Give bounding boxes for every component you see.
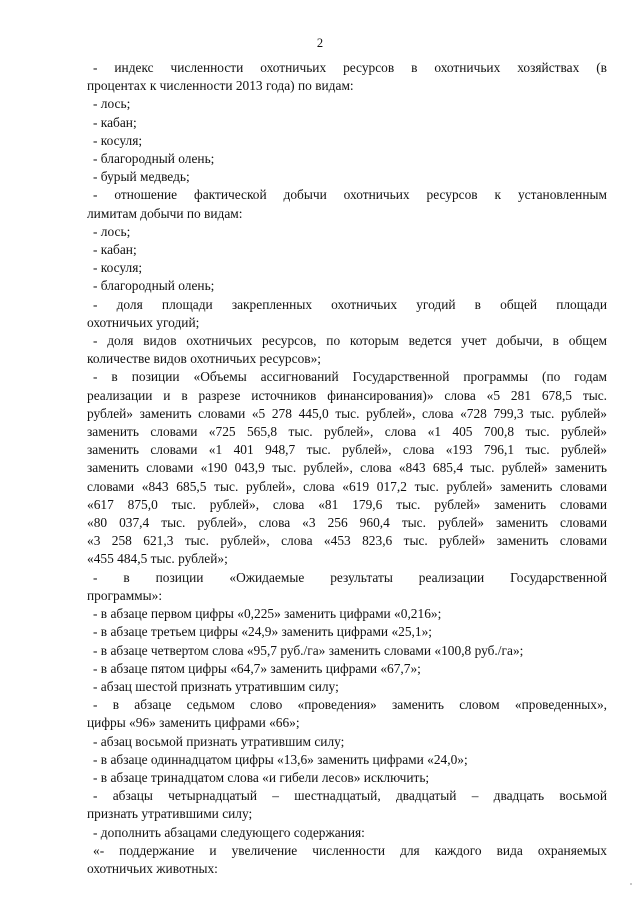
- document-body: [87, 59, 607, 878]
- text-line: - в абзаце седьмом слово «проведения» заменить словом «проведенных»,: [93, 697, 607, 713]
- text-line: словами «843 685,5 тыс. рублей», слова «619 017,2 тыс. рублей» заменить словами: [87, 478, 607, 494]
- text-line: «455 484,5 тыс. рублей»;: [87, 551, 228, 567]
- text-line: признать утратившими силу;: [87, 806, 253, 822]
- text-line: «617 875,0 тыс. рублей», слова «81 179,6 тыс. рублей» заменить словами: [87, 496, 607, 512]
- text-line: - кабан;: [93, 114, 137, 130]
- text-line: - в абзаце одиннадцатом цифры «13,6» заменить цифрами «24,0»;: [93, 751, 468, 767]
- text-line: - бурый медведь;: [93, 169, 190, 185]
- text-line: - отношение фактической добычи охотничьих ресурсов к установленным: [93, 187, 607, 203]
- text-line: «- поддержание и увеличение численности для каждого вида охраняемых: [93, 842, 607, 858]
- text-line: - в позиции «Ожидаемые результаты реализации Государственной: [93, 569, 607, 585]
- text-line: - в абзаце четвертом слова «95,7 руб./га» заменить словами «100,8 руб./га»;: [93, 642, 524, 658]
- text-line: - в абзаце третьем цифры «24,9» заменить цифрами «25,1»;: [93, 624, 432, 640]
- text-line: - косуля;: [93, 132, 143, 148]
- text-line: - кабан;: [93, 242, 137, 258]
- text-line: охотничьих животных:: [87, 860, 218, 876]
- text-line: - доля видов охотничьих ресурсов, по которым ведется учет добычи, в общем: [93, 333, 607, 349]
- text-line: - абзац шестой признать утратившим силу;: [93, 678, 339, 694]
- text-line: - доля площади закрепленных охотничьих угодий в общей площади: [93, 296, 607, 312]
- text-line: - лось;: [93, 223, 131, 239]
- text-line: - в позиции «Объемы ассигнований Государственной программы (по годам: [93, 369, 607, 385]
- text-line: «3 258 621,3 тыс. рублей», слова «453 823,6 тыс. рублей» заменить словами: [87, 533, 607, 549]
- text-line: заменить словами «725 565,8 тыс. рублей», слова «1 405 700,8 тыс. рублей»: [87, 424, 607, 440]
- text-line: заменить словами «1 401 948,7 тыс. рублей», слова «193 796,1 тыс. рублей»: [87, 442, 607, 458]
- text-line: - благородный олень;: [93, 278, 215, 294]
- text-line: - лось;: [93, 96, 131, 112]
- text-line: заменить словами «190 043,9 тыс. рублей», слова «843 685,4 тыс. рублей» заменить: [87, 460, 607, 476]
- text-line: охотничьих угодий;: [87, 314, 200, 330]
- text-line: процентах к численности 2013 года) по видам:: [87, 78, 354, 94]
- text-line: - в абзаце пятом цифры «64,7» заменить цифрами «67,7»;: [93, 660, 421, 676]
- text-line: - абзацы четырнадцатый – шестнадцатый, двадцатый – двадцать восьмой: [93, 788, 607, 804]
- text-line: количестве видов охотничьих ресурсов»;: [87, 351, 322, 367]
- text-line: «80 037,4 тыс. рублей», слова «3 256 960,4 тыс. рублей» заменить словами: [87, 515, 607, 531]
- text-line: реализации и в разрезе источников финансирования)» слова «5 281 678,5 тыс.: [87, 387, 607, 403]
- text-line: - в абзаце первом цифры «0,225» заменить цифрами «0,216»;: [93, 606, 442, 622]
- text-line: - абзац восьмой признать утратившим силу;: [93, 733, 345, 749]
- text-line: цифры «96» заменить цифрами «66»;: [87, 715, 300, 731]
- page-number: 2: [316, 36, 324, 50]
- text-line: лимитам добычи по видам:: [87, 205, 243, 221]
- text-line: - в абзаце тринадцатом слова «и гибели лесов» исключить;: [93, 769, 430, 785]
- text-line: - благородный олень;: [93, 151, 215, 167]
- text-line: программы»:: [87, 587, 163, 603]
- text-line: - косуля;: [93, 260, 143, 276]
- scan-artifact: [630, 883, 632, 885]
- text-line: - индекс численности охотничьих ресурсов в охотничьих хозяйствах (в: [93, 60, 607, 75]
- text-line: - дополнить абзацами следующего содержания:: [93, 824, 365, 840]
- text-line: рублей» заменить словами «5 278 445,0 тыс. рублей», слова «728 799,3 тыс. рублей»: [87, 405, 607, 421]
